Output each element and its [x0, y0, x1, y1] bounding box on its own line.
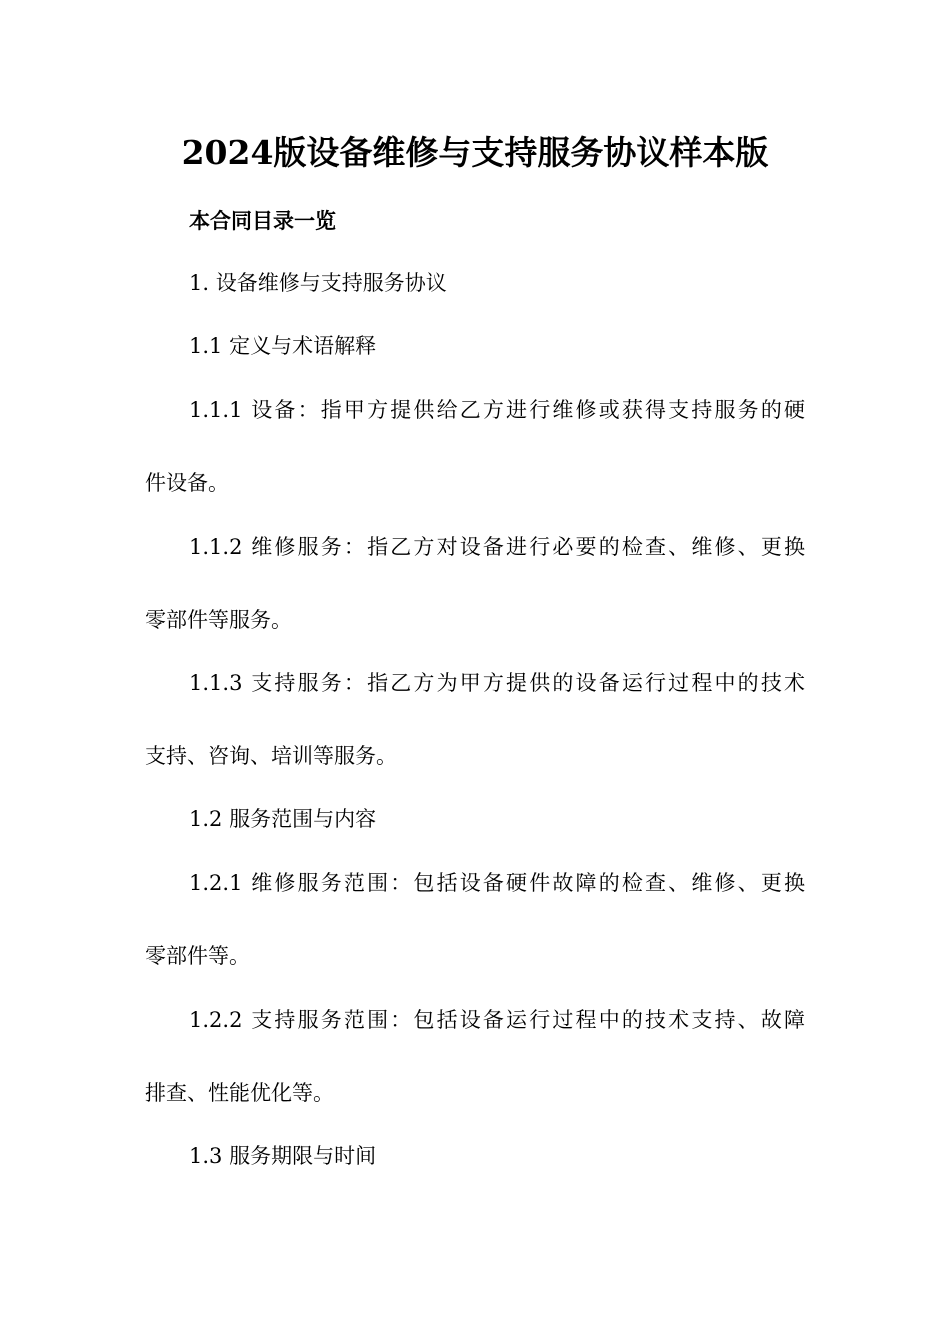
toc-line-continuation: 件设备。: [145, 471, 229, 495]
toc-line: 1.1.1 设备：指甲方提供给乙方进行维修或获得支持服务的硬: [189, 398, 805, 422]
toc-line: 1.2 服务范围与内容: [189, 807, 377, 831]
toc-line-continuation: 支持、咨询、培训等服务。: [145, 744, 397, 768]
toc-heading: 本合同目录一览: [189, 208, 336, 233]
toc-line: 1.1.2 维修服务：指乙方对设备进行必要的检查、维修、更换: [189, 535, 805, 559]
toc-line: 1.2.1 维修服务范围：包括设备硬件故障的检查、维修、更换: [189, 871, 805, 895]
toc-line: 1. 设备维修与支持服务协议: [189, 271, 447, 295]
toc-line-continuation: 零部件等服务。: [145, 608, 292, 632]
toc-line-continuation: 排查、性能优化等。: [145, 1081, 334, 1105]
toc-line: 1.2.2 支持服务范围：包括设备运行过程中的技术支持、故障: [189, 1008, 805, 1032]
toc-line-continuation: 零部件等。: [145, 944, 250, 968]
toc-line: 1.1.3 支持服务：指乙方为甲方提供的设备运行过程中的技术: [189, 671, 805, 695]
toc-line: 1.1 定义与术语解释: [189, 334, 377, 358]
toc-line: 1.3 服务期限与时间: [189, 1144, 377, 1168]
document-title: 2024版设备维修与支持服务协议样本版: [181, 133, 769, 172]
